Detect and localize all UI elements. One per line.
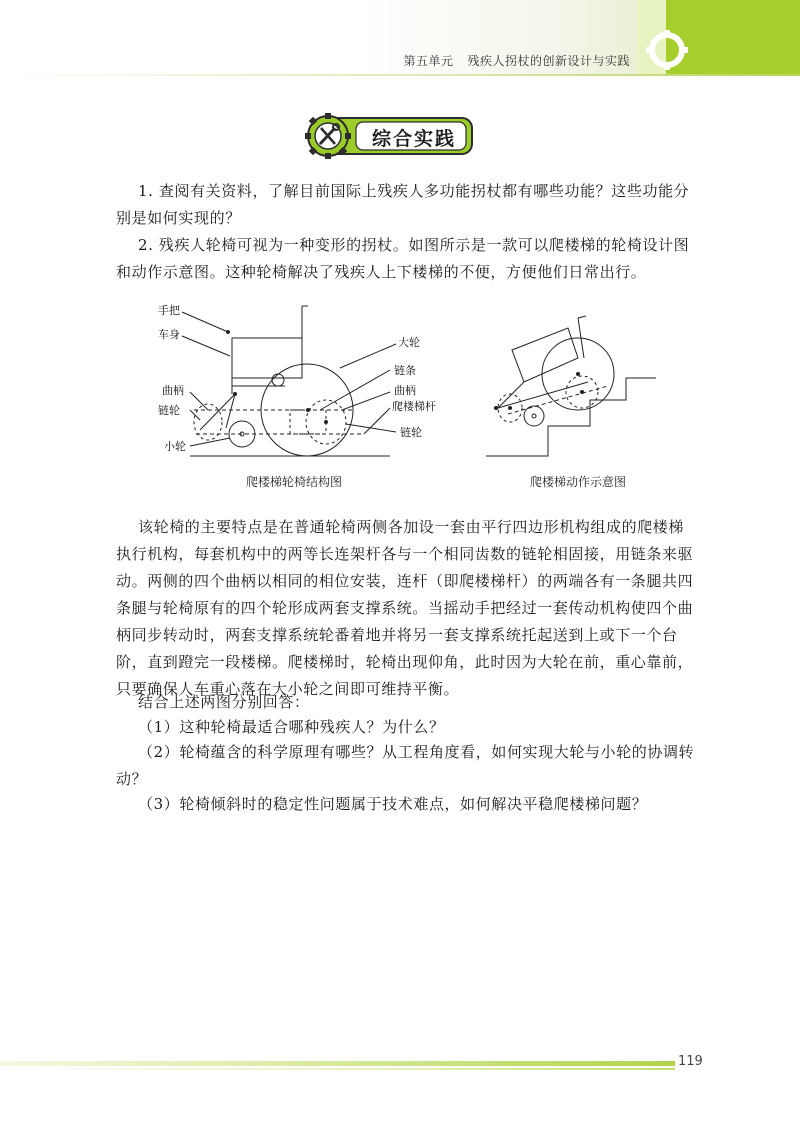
unit-title: 残疾人拐杖的创新设计与实践 xyxy=(467,54,630,68)
gear-icon xyxy=(642,26,692,70)
page-number: 119 xyxy=(678,1054,703,1069)
answer-prompt: 结合上述两图分别回答： xyxy=(138,693,310,711)
label-crank-right: 曲柄 xyxy=(394,384,416,397)
wheelchair-structure-figure xyxy=(150,298,450,472)
label-crank-left: 曲柄 xyxy=(162,384,184,397)
section-badge xyxy=(300,110,476,162)
label-big-wheel: 大轮 xyxy=(398,336,420,349)
description-paragraph: 该轮椅的主要特点是在普通轮椅两侧各加设一套由平行四边形机构组成的爬楼梯执行机构，每套机构中的两等长连架杆各与一个相同齿数的链轮相固接，用链条来驱动。两侧的四个曲柄以相同的相位安装，连杆（即爬楼梯杆）的两端各有一条腿共四条腿与轮椅原有的四个轮形成两套支撑系统。当摇动手把经过一套传动机构使四个曲柄同步转动时，两套支撑系统轮番着地并将另一套支撑系统托起送到上或下一个台阶，直到蹬完一段楼梯。爬楼梯时，轮椅出现仰角，此时因为大轮在前，重心靠前，只要确保人车重心落在大小轮之间即可维持平衡。 xyxy=(116,518,694,698)
label-small-wheel: 小轮 xyxy=(164,440,186,453)
wheelchair-structure-diagram xyxy=(150,298,450,468)
corner-decoration xyxy=(638,0,800,74)
running-header xyxy=(403,52,630,69)
figure-1-caption: 爬楼梯轮椅结构图 xyxy=(246,475,343,489)
subquestion-3: （3）轮椅倾斜时的稳定性问题属于技术难点，如何解决平稳爬楼梯问题？ xyxy=(138,795,648,813)
footer-rule-thin xyxy=(0,1068,675,1070)
subquestion-2: （2）轮椅蕴含的科学原理有哪些？从工程角度看，如何实现大轮与小轮的协调转动？ xyxy=(116,743,695,788)
footer-rule xyxy=(0,1061,675,1066)
label-sprocket-left: 链轮 xyxy=(158,404,180,417)
stair-climbing-diagram xyxy=(478,298,668,468)
stair-climbing-figure xyxy=(478,298,668,472)
label-chain: 链条 xyxy=(394,364,416,377)
unit-label: 第五单元 xyxy=(403,54,454,68)
figure-2-caption: 爬楼梯动作示意图 xyxy=(530,475,627,489)
label-body: 车身 xyxy=(158,328,180,341)
header-stripe xyxy=(0,74,800,76)
label-climb-rod: 爬楼梯杆 xyxy=(392,400,436,413)
subquestion-1: （1）这种轮椅最适合哪种残疾人？为什么？ xyxy=(138,718,445,736)
label-sprocket-right: 链轮 xyxy=(400,426,422,439)
badge-title: 综合实践 xyxy=(372,128,457,150)
question-2: 2. 残疾人轮椅可视为一种变形的拐杖。如图所示是一款可以爬楼梯的轮椅设计图和动作示意图。这种轮椅解决了残疾人上下楼梯的不便，方便他们日常出行。 xyxy=(116,236,690,281)
question-1: 1. 查阅有关资料，了解目前国际上残疾人多功能拐杖都有哪些功能？这些功能分别是如何实现的？ xyxy=(116,182,690,227)
label-handle: 手把 xyxy=(158,304,180,317)
